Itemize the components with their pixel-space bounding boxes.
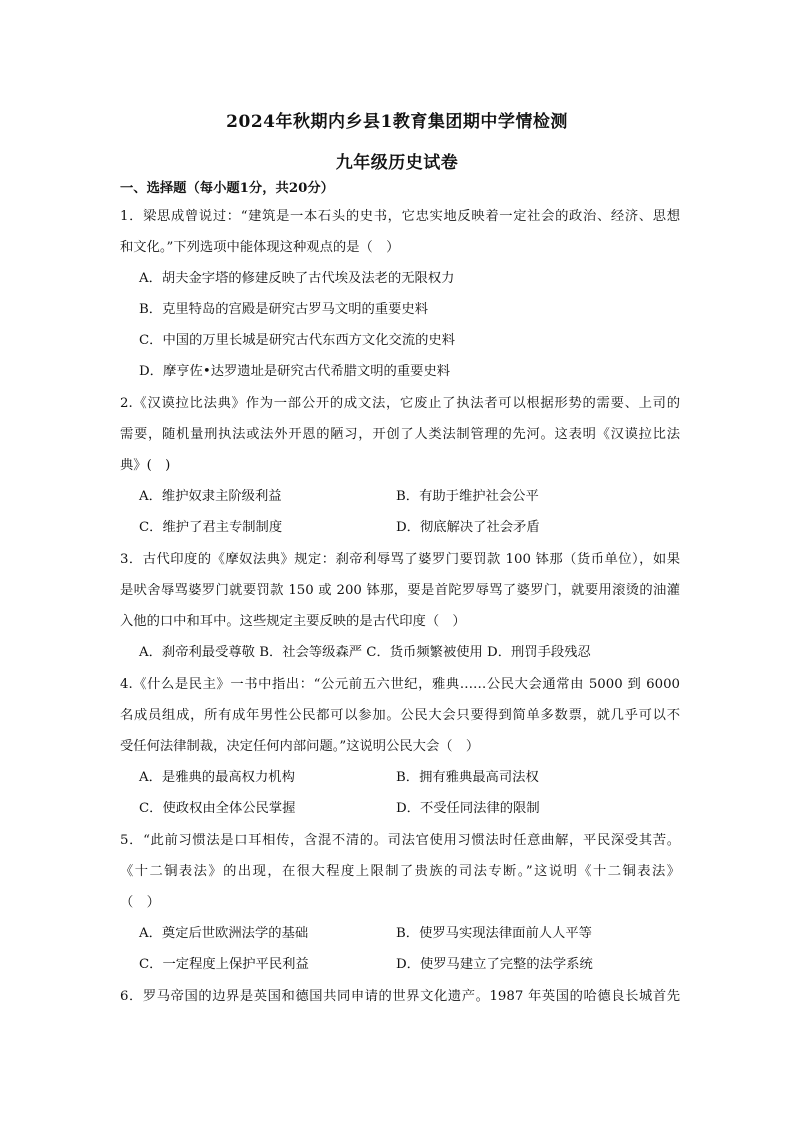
question-4-line-1: 4.《什么是民主》一书中指出：“公元前五六世纪，雅典……公民大会通常由 5000 到 6000 — [120, 677, 680, 692]
question-2-option-a: A．维护奴隶主阶级利益 — [139, 489, 282, 504]
question-5-option-b: B．使罗马实现法律面前人人平等 — [396, 926, 592, 941]
question-4-line-3: 受任何法律制裁，决定任何内部问题。”这说明公民大会（ ） — [120, 739, 480, 754]
question-2-option-c: C．维护了君主专制制度 — [139, 520, 283, 535]
question-2-line-2: 需要，随机量刑执法或法外开恩的陋习，开创了人类法制管理的先河。这表明《汉谟拉比法 — [120, 427, 680, 442]
question-4-option-d: D．不受任同法律的限制 — [396, 801, 540, 816]
question-5-line-2: 《十二铜表法》的出现，在很大程度上限制了贵族的司法专断。”这说明《十二铜表法》 — [120, 864, 680, 879]
question-1-option-c: C．中国的万里长城是研究古代东西方文化交流的史料 — [139, 333, 456, 348]
exam-title: 2024年秋期内乡县1教育集团期中学情检测 — [226, 112, 568, 132]
question-3-line-2: 是吠舍辱骂婆罗门就要罚款 150 或 200 钵那，要是首陀罗辱骂了婆罗门，就要用滚烫的油灌 — [120, 583, 680, 598]
question-4-option-b: B．拥有雅典最高司法权 — [396, 770, 539, 785]
question-1-line-2: 和文化。”下列选项中能体现这种观点的是（ ） — [120, 240, 400, 255]
question-2-option-b: B．有助于维护社会公平 — [396, 489, 539, 504]
question-5-option-a: A．奠定后世欧洲法学的基础 — [139, 926, 309, 941]
question-3-line-1: 3．古代印度的《摩奴法典》规定：刹帝利辱骂了婆罗门要罚款 100 钵那（货币单位），如果 — [120, 552, 680, 567]
question-6-line-1: 6．罗马帝国的边界是英国和德国共同申请的世界文化遗产。1987 年英国的哈德良长城首先 — [120, 989, 680, 1004]
question-1-line-1: 1．梁思成曾说过：“建筑是一本石头的史书，它忠实地反映着一定社会的政治、经济、思想 — [120, 209, 680, 224]
question-2-option-d: D．彻底解决了社会矛盾 — [396, 520, 540, 535]
question-1-option-d: D．摩亨佐•达罗遗址是研究古代希腊文明的重要史料 — [139, 364, 451, 379]
question-3-options: A．刹帝利最受尊敬 B．社会等级森严 C．货币频繁被使用 D．刑罚手段残忍 — [139, 645, 591, 660]
question-1-option-b: B．克里特岛的宫殿是研究古罗马文明的重要史料 — [139, 302, 429, 317]
question-5-line-3: （ ） — [120, 895, 160, 910]
question-2-line-1: 2.《汉谟拉比法典》作为一部公开的成文法，它废止了执法者可以根据形势的需要、上司的 — [120, 396, 680, 411]
question-3-line-3: 入他的口中和耳中。这些规定主要反映的是古代印度（ ） — [120, 614, 466, 629]
question-1-option-a: A．胡夫金字塔的修建反映了古代埃及法老的无限权力 — [139, 271, 455, 286]
question-2-line-3: 典》( ) — [120, 458, 171, 473]
question-5-option-c: C．一定程度上保护平民利益 — [139, 957, 309, 972]
question-5-option-d: D．使罗马建立了完整的法学系统 — [396, 957, 593, 972]
exam-subtitle: 九年级历史试卷 — [335, 153, 459, 173]
question-4-option-a: A．是雅典的最高权力机构 — [139, 770, 295, 785]
question-4-line-2: 名成员组成，所有成年男性公民都可以参加。公民大会只要得到简单多数票，就几乎可以不 — [120, 708, 680, 723]
section-heading: 一、选择题（每小题1分，共20分） — [120, 181, 334, 196]
question-5-line-1: 5．“此前习惯法是口耳相传，含混不清的。司法官使用习惯法时任意曲解，平民深受其苦。 — [120, 833, 680, 848]
question-4-option-c: C．使政权由全体公民掌握 — [139, 801, 296, 816]
